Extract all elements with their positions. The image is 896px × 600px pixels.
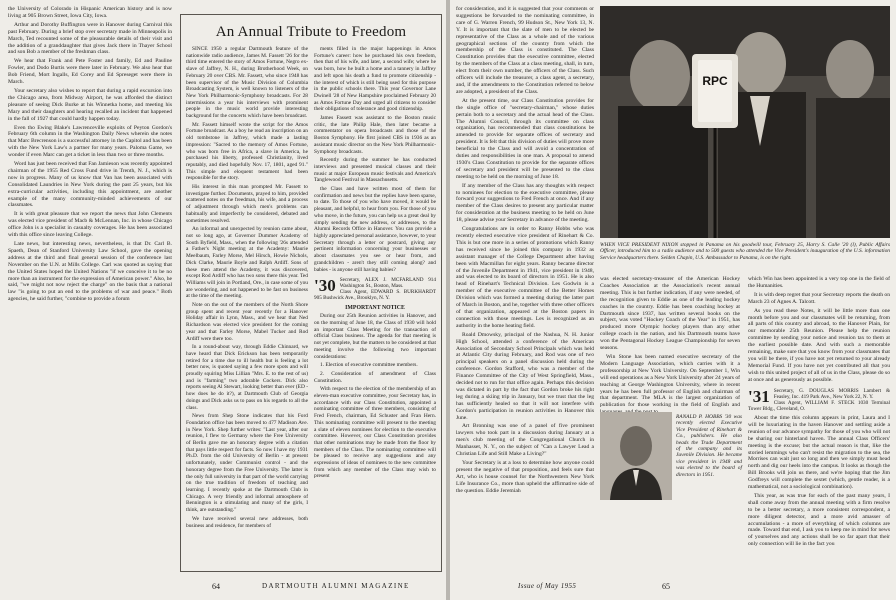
paragraph: Note on the out of the members of the North Shore group spent and recent year recently for a Hanover Holiday affair in Lynn, Mass., and we hear that Ned Richardson was elected vice president for the coming year and that Farley Morse, Mabel Tucker and Rod Ardiff were there too. xyxy=(186,302,308,342)
paragraph: Your secretary also wishes to report that during a rapid excursion into the Chicago area, from Midway Airport, he was afforded the distinct pleasure of seeing Dick Burke at his Winnetka home, and meeting his Mary and their daughters and hearing recalled an incident that happened in the fall of 1927 that could hardly happen today. xyxy=(8,87,172,122)
paragraph: Recently during the summer he has conducted interviews and presented musical classes and their music at major European music festivals and America's Tanglewood Festival in Massachusetts. xyxy=(314,157,436,184)
paragraph: As you read these Notes, it will be little more than one month before you and our classmates will be returning, from all parts of this country and abroad, to the Hanover Plain, for our memorable 25th Reunion. Please help the reunion committee by sending your notice and reunion tax to them at the earliest possible date. And with such a memorable remaining, make sure that you know from your classmates that you will be there, if you have not yet returned to your already Memorial Fund. If you have not yet contributed all that you wish to this united project of all of us in the Class, please do so at once and as generously as possible. xyxy=(748,307,890,383)
class-year: '30 xyxy=(314,276,336,296)
paragraph: News from Shep Stone indicates that his Ford Foundation office has been moved to 477 Madison Ave. in New York. Shep further writes: "Last year, after our reunion, I flew to Germany where the Free University of Berlin gave me an honorary degree with a citation that pays little respect for facts. So now I have my 1931 Ph.D. from the old University of Berlin - at present unfortunately, under Communist control - and the honorary degree from the Free University. The latter is the only full university in that part of the world carrying on the true tradition of freedom of teaching and learning. I recently spoke at the Dartmouth Club in Chicago. A very friendly and informal atmosphere of Bennington is a stimulating and many of the girls, I think, are outstanding." xyxy=(186,413,308,514)
page-number: 65 xyxy=(662,582,670,591)
paragraph: Congratulations are in order to Ranny Hobbs who was recently elected executive vice president of Rinehart & Co. This is but one more in a series of promotions which Ranny has received since he joined this company in 1932 as assistant manager of the College Department after having been with Macmillan for eight years. Ranny became director of the Juvenile Department in 1941, vice president in 1948, and was elected to its board of directors in 1951. He is also head of Rinehart's Technical Division. Les Godwin is a member of the executive committee of the Better Homes Division which was formed a meeting during the latter part of March in Boston, and he, together with three other officers of that organization, appeared at the Boston papers in connection with those meetings. Les is recognized as an authority in the home heating field. xyxy=(456,226,594,329)
paragraph: An informal and unexpected by reunion came about, not so long ago, at Governor Dummer Academy of South Byfield, Mass., when the following '26s attended a Father's Night meeting at the Academy: Maurie Meelbaum, Farley Morse, Mel Hirsch, Howie Nichols, Dick Clarke, Maurie Boyle and Ralph Ardiff. Sons of these men attend the Academy, it was discovered, except Rod Ardiff who has two sons there this year. Ted Williams will join in Portland, Ore., in case some of you are wondering, and not happened to be fast on business at the time of the meeting. xyxy=(186,226,308,300)
paragraph: With respect to the election of the membership of an eleven-man executive committee, your Secretary has, in accordance with our Class Constitution, appointed a nominating committee of three members, consisting of Fred French, chairman, Ed Schuster and Fran Hern. This nominating committee will present to the meeting a slate of eleven nominees for election to the executive committee. However, our Class Constitution provides that other nominations may be made from the floor by members of the Class. The nominating committee will be pleased to receive any suggestions and any expressions of ideas of nominees to the new committee from which any member of the Class may wish to present xyxy=(314,386,436,480)
paragraph: Late news, but interesting news, nevertheless, is that Dr. Carl B. Spaeth, Dean of Stanford University Law School, gave the opening address at the third and final general session of the conference last November on the U.N. at Mills College. Carl was quoted as saying that the United States hoped the United Nations "if we conceive it to be no more than an instrument for the expression of American power." Also, he said, "we might not now reject the charge" on the basis that a national law "is going to put an end to the problems of war and peace." Both agencies, he said further, "combine to provide a forum xyxy=(8,241,172,303)
paragraph: During our 25th Reunion activities in Hanover, and on the morning of June 18, the Class of 1930 will hold an important Class Meeting for the transaction of official Class business. The agenda for that meeting is not yet complete, but the matters to be considered at that meeting involve the following two important considerations: xyxy=(314,313,436,360)
page-number: 64 xyxy=(212,582,220,591)
microphone-sign: RPC xyxy=(702,74,728,88)
paragraph: His interest in this man prompted Mr. Fassett to investigate further. Documents, prayed to him, provided scattered notes on the freedman, his wife, and a process of adjustment through which men's problems can habitually and imperfectly be considered, debated and sometimes resolved. xyxy=(186,184,308,224)
class-secretary: Secretary, ALEX J. MCFARLAND 914 Washington St., Boston, Mass. xyxy=(339,277,436,290)
paragraph: for consideration, and it is suggested that your comments or suggestions be forwarded to the nominating committee, in care of G. Warren French, 99 Hudson St., New York 13, N. Y. It is important that the slate of men to be elected be representative of the Class as a whole and of the various geographical sections of the country from which the membership of the Class is constituted. The Class Constitution provides that the executive committee, elected by the members of the Class at a class meeting, shall, in turn, elect from their own number, the officers of the Class. Such officers will include the treasurer, a class agent, a secretary, and, if the amendments to the Constitution referred to below are adopted, a president of the Class. xyxy=(456,6,594,95)
right-column-1 xyxy=(456,6,594,578)
issue-label: Issue of May 1955 xyxy=(518,582,577,590)
hobbs-portrait xyxy=(600,412,672,500)
paragraph: Word has just been received that Fan Jamieson was recently appointed chairman of the 1955 Red Cross Fund drive in Trenth, N. J., which is now in progress. Many of us know that Van has been associated with Consolidated Laundries in New York during the past 25 years, but his extra-curricular activities, including this appointment, are another example of the many community-minded achievements of our classmates. xyxy=(8,161,172,209)
paragraph: About the time this column appears in print, Laura and I will be luxuriating in the haven Hanover and settling aside a reunion of our advance sympathy for those of you who will not be sharing our hinterland haven. The annual Class Officers' meeting is the excuse; but the actual reason is that, like the storied lemmings who can't resist the migration to the sea, the Morrises can wait just so long and then we simply must head north and dig our heels into the campus. It looks as though the Bill Brooks will join us there, and we're hoping that the Jim Godfreys will complete the sextet (which, gentle reader, is a mathematical, not a sociological combination). xyxy=(748,414,890,491)
paragraph: was elected secretary-treasurer of the American Hockey Coaches Association at the Association's recent annual meeting. This is but further indication, if any were needed, of the recognition given to Eddie as one of the leading hockey coaches in the country. Eddie has been coaching hockey at Dartmouth since 1937, has written several books on the subject, was voted "Hockey Coach of the Year" in 1951, has produced more Olympic hockey players than any other college coach in the nation, and his Dartmouth teams have won the Pentagonal Hockey League Championship for seven seasons. xyxy=(600,276,740,352)
paragraph: We have received several new addresses, both business and residence, for members of xyxy=(186,515,308,529)
paragraph: This year, as was true for each of the past many years, I shall come away from the annual meeting with a firm resolve to be a better secretary, a more consistent correspondent, a more diligent detector, and a more avid amasser of accumulations - a more of everything of which columns are made. Toward that end, I ask you to keep me in mind for news of yourselves and any actions shall be so far apart that their only connection will lie in the fact you xyxy=(748,492,890,548)
nixon-photo xyxy=(600,6,890,238)
paragraph: ments filled in the major happenings in Amos Fortune's career: how he purchased his own freedom, then that of his wife, and later, a second wife; where he was born, how he built a home and a tannery in Jaffrey and left upon his death a fund to promote citizenship - the interest of which is still being used for this purpose in the public schools there. This year Governor Lane Dwinell '28 of New Hampshire proclaimed February 20 as Amos Fortune Day and urged all citizens to consider their obligations of tolerance and good citizenship. xyxy=(314,46,436,113)
paragraph: SINCE 1950 a regular Dartmouth feature of the nationwide radio audience, James M. Fassett '26 for the third time entered the story of Amos Fortune, Negro ex-slave of Jaffrey, N. H., during Brotherhood Week, on February 20 over CBS. Mr. Fassett, who since 1948 has been supervisor of the Music Division of Columbia Broadcasting System, is well known to listeners of the New York Philharmonic-Symphony broadcasts. For 28 intermissions a year his interviews with prominent people in the music world provide interesting background for the concerts which have been broadcast. xyxy=(186,46,308,120)
paragraph: Win Stone has been named executive secretary of the Modern Language Association, which carries with it a professorship at New York University. On September 1, Win will end operations as a New York University after 24 years of teaching at George Washington University, where in recent years he has been full professor of English and chairman of that department. The MLA is the largest organization of publication for those working in the field of English and xyxy=(600,353,740,409)
class-agent: Class Agent, WILLIAM F. STECK 1030 Terminal Tower Bldg., Cleveland, O. xyxy=(748,399,890,412)
paragraph: 1. Election of executive committee members. xyxy=(320,362,418,369)
paragraph: the Class and have written most of them for confirmation and news but the replies have been sparse, to date. To those of you who have moved, it would be pleasant, and helpful, to hear from you. For those of you who move, in the future, you can help us a great deal by simply sending the new address, or addresses, to the Alumni Records Office in Hanover. You can provide a highly appreciated personal assistance, however, to your Secretary through a letter or postcard, giving any pertinent information concerning your businesses or about classmates you see or hear from, and grandchildren - aren't they still coming along? and babies - is anyone still having babies? xyxy=(314,186,436,273)
feature-title: An Annual Tribute to Freedom xyxy=(215,24,407,40)
paragraph: which Win has been appointed is a very top one in the field of the Humanities. xyxy=(748,276,890,289)
magazine-name: DARTMOUTH ALUMNI MAGAZINE xyxy=(262,582,410,590)
paragraph: Your Secretary is at a loss to determine how anyone could present the negative of that proposition, and feels sure that Art, who is house counsel for the Northwestern New York Life Insurance Co., more than upheld the affirmative side of the question. Eddie Jeremiah xyxy=(456,460,594,494)
class-agent: Class Agent, EDWARD S. BURKHARDT 905 Bushwick Ave., Brooklyn, N. Y. xyxy=(314,289,436,302)
paragraph: It is with deep regret that your Secretary reports the death on March 23 of Agnes A. Talcott. xyxy=(748,291,890,305)
paragraph: Roald Dmowsky, principal of the Nashua, N. H. Junior High School, attended a conference of the American Association of Secondary School Principals which was held at Atlantic City during February, and Rod was one of two principal speakers on a panel discussion held during the conference. Gordon Stafford, who was a member of the Finance Committee of the City of West Springfield, Mass., decided not to run for that office again. Perhaps this decision was dictated in part by the fact that Gordon broke his right leg during a skiing trip in January, but we trust that the leg has sufficiently healed so that it will not interfere with Gordon's participation in reunion activities in Hanover this June. xyxy=(456,331,594,421)
paragraph: 2. Consideration of amendment of Class Constitution. xyxy=(314,370,436,384)
hobbs-portrait-image xyxy=(600,412,672,500)
paragraph: Art Bronning was one of a panel of five prominent lawyers who took part in a discussion during January at a men's club meeting of the Congregational Church in Manhasset, N. Y., on the subject of "Can a Lawyer Lead a Christian Life and Still Make a Living?" xyxy=(456,423,594,458)
feature-column-1 xyxy=(186,46,308,564)
left-column-1 xyxy=(8,6,172,578)
paragraph: In a round-about way, through Eddie Chinnard, we have heard that Dick Erickson has been temporarily retired for a time due to ill health but is feeling a lot better now, is quoted saying a few more spots and will proudly squiring Miss Lillian "Mrs. E. to the rest of us) and is "farming" two adorable Cockers. Dick also reports seeing Al Stewart, looking better than ever (ED - how does he do it?), at Dartmouth Club of Georgia doings and Dick asks us to pass on his regards to all the class. xyxy=(186,344,308,411)
paragraph: Arthur and Dorothy Buffington were in Hanover during Carnival this past February. During a brief stop over secretary made in Minneapolis in March, Ted recounted some of the pleasurable details of their visit and the addition of a granddaughter that gives Jack there in Thayer School and son Bob a member of the freshman class. xyxy=(8,21,172,56)
nixon-photo-caption: WHEN VICE PRESIDENT NIXON stopped in Panama on his goodwill tour, February 25, Harry S. Calle '20 (l), Public Affairs Officer, introduced him to a radio audience and to 500 guests who attended the Vice President's inauguration of the U.S. information Service headquarters there. Selden Chapin, U.S. Ambassador to Panama, is on the right. xyxy=(600,242,890,261)
paragraph: If any member of the Class has any thoughts with respect to nominees for election to the executive committee, please forward your suggestions to Fred French at once. And if any member of the Class desires to present any particular matter for consideration at the business meeting to be held on June 18, please advise your Secretary in advance of the meeting. xyxy=(456,182,594,224)
important-notice-heading: IMPORTANT NOTICE xyxy=(345,304,405,311)
feature-column-2 xyxy=(314,46,436,564)
paragraph: At the present time, our Class Constitution provides for the single office of "secretary-chairman," whose duties pertain both to a secretary and the actual head of the Class. The Alumni Council, through its committee on class organization, has recommended that class constitutions be amended to provide for separate offices of secretary and president. It is felt that this division of duties will prove more beneficial to the Class and will avoid a concentration of duties and responsibilities in one man. A proposal to amend 1930's Class Constitution to provide for the separate offices of secretary and president will be presented to the class meeting to be held on the morning of June 18. xyxy=(456,97,594,180)
class-secretary: Secretary, G. DOUGLAS MORRIS Lambert & Feasley, Inc. 419 Park Ave., New York 22, N. Y. xyxy=(773,387,890,400)
paragraph: the University of Colorado in Hispanic American history and is now living at 905 Brown Street, Iowa City, Iowa. xyxy=(8,6,172,19)
class-1930-header xyxy=(314,277,436,301)
paragraph: Mr. Fassett himself wrote the script for the Amos Fortune broadcast. As a boy he read an inscription on an old tombstone in Jaffrey, which made a lasting impression: "Sacred to the memory of Amos Fortune, who was born free in Africa, a slave in America, he purchased his liberty, professed Christianity, lived reputably, and died hopefully Nov. 17, 1801, aged 91." This simple and eloquent testament had been responsible for the story. xyxy=(186,121,308,182)
left-page xyxy=(0,0,446,600)
paragraph: James Fassett was assistant to the Boston music critic, the late Philip Hale, then later became a commentator on opera broadcasts and those of the Boston Symphony. He first joined CBS in 1936 as an assistant music director on the New York Philharmonic-Symphony broadcasts. xyxy=(314,115,436,155)
paragraph: It is with great pleasure that we report the news that John Clements was elected vice president of Macb & McLennan, Inc. in whose Chicago office John is a specialist in casualty coverages. He has been associated with this office since leaving College. xyxy=(8,211,172,239)
right-column-3 xyxy=(748,276,890,572)
hobbs-photo-caption: RANALD P. HOBBS '30 was recently elected Executive Vice President of Rinehart & Co., publishers. He also heads the Trade Department of the company and its Juvenile Division. He became vice president in 1948 and was elected to the board of directors in 1951. xyxy=(676,414,742,478)
class-1931-header xyxy=(748,388,890,412)
paragraph: Even tho Ewing Blake's Lawrenceville exploits of Peyton Gordon's February 6th column in the Washington Daily News wherein she notes that Marc Brecrenson is a successful attorney in the Capitol and has been with the New York Law's a partner for many years. Paloma Game, we wonder if even Marc can get a ticket in less than two or three months. xyxy=(8,124,172,159)
paragraph: We hear that Frank and Pete Foster and family, Ed and Pauline Fowler, and Dodo Burtis were there later in February. We also hear that Bob Friend, Mort Ingalls, Ed Corey and Ed Spreseget were there in March. xyxy=(8,58,172,86)
nixon-photo-image xyxy=(600,6,890,238)
class-year: '31 xyxy=(748,386,770,406)
right-page xyxy=(450,0,896,600)
